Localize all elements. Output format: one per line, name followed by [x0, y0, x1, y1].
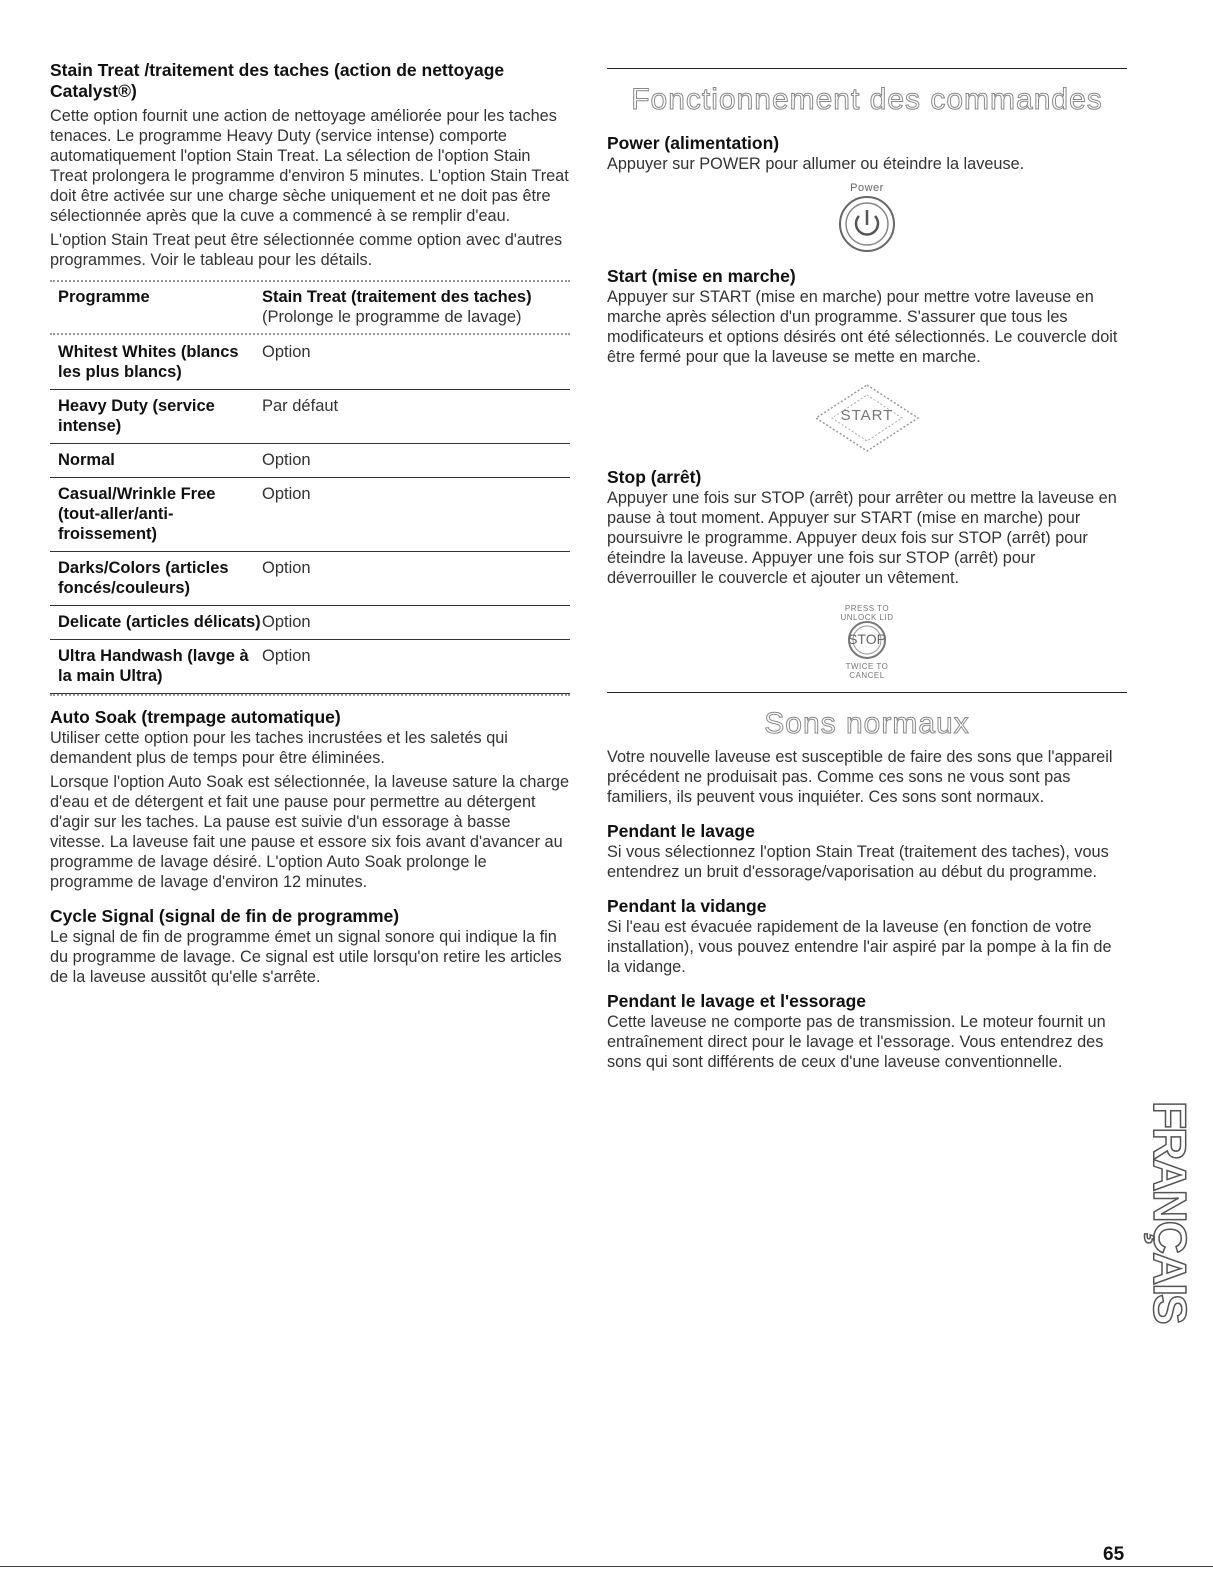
start-button-illustration	[607, 381, 1127, 455]
table-header	[50, 283, 570, 333]
page-number: 65	[1103, 1544, 1125, 1565]
table-row	[50, 336, 570, 390]
language-side-tab-label: FRANÇAIS	[1144, 1101, 1196, 1323]
cycle-signal-heading: Cycle Signal (signal de fin de programme)	[50, 906, 400, 926]
power-caption: Power	[850, 182, 884, 194]
table-header-stain-treat-title: Stain Treat (traitement des taches)	[262, 288, 532, 306]
table-cell-value: Option	[262, 343, 311, 361]
stain-treat-paragraph-1: Cette option fournit une action de nettoyage améliorée pour les taches tenaces. Le programme Heavy Duty (service intense) comporte automatiquement l'option Stain Treat. La sélection de l'option Stain Treat prolongera le programme d'environ 5 minutes. L'option Stain Treat doit être activée sur une charge sèche uniquement et ne doit pas être sélectionnée après que la cuve a commencé à se remplir d'eau.	[50, 107, 569, 225]
wash-spin-heading: Pendant le lavage et l'essorage	[607, 991, 866, 1011]
during-wash-paragraph: Si vous sélectionnez l'option Stain Treat (traitement des taches), vous entendrez un bruit d'essorage/vaporisation au début du programme.	[607, 843, 1109, 881]
start-icon-label: START	[840, 407, 894, 424]
wash-spin-paragraph: Cette laveuse ne comporte pas de transmission. Le moteur fournit un entraînement direct pour le lavage et l'essorage. Vous entendrez des sons qui sont différents de ceux d'une laveuse conventionnelle.	[607, 1013, 1106, 1071]
table-cell-value: Option	[262, 647, 311, 665]
stop-paragraph: Appuyer une fois sur STOP (arrêt) pour arrêter ou mettre la laveuse en pause à tout moment. Appuyer sur START (mise en marche) pour poursuivre le programme. Appuyer deux fois sur STOP (arrêt) pour éteindre la laveuse. Appuyer une fois sur STOP (arrêt) pour déverrouiller le couvercle et ajouter un vêtement.	[607, 489, 1117, 587]
stop-button-illustration	[607, 600, 1127, 680]
during-drain-paragraph: Si l'eau est évacuée rapidement de la laveuse (en fonction de votre installation), vous pouvez entendre l'air aspiré par la pompe à la fin de la vidange.	[607, 918, 1112, 976]
table-row	[50, 478, 570, 552]
table-row	[50, 390, 570, 444]
right-column	[607, 68, 1127, 1072]
stain-treat-heading: Stain Treat /traitement des taches (action de nettoyage Catalyst®)	[50, 60, 505, 101]
auto-soak-heading: Auto Soak (trempage automatique)	[50, 707, 341, 727]
table-cell-program: Normal	[58, 451, 115, 469]
start-heading: Start (mise en marche)	[607, 266, 796, 286]
table-cell-program: Casual/Wrinkle Free (tout-aller/anti-froissement)	[58, 485, 216, 543]
start-icon	[812, 381, 922, 455]
during-wash-heading: Pendant le lavage	[607, 821, 755, 841]
table-cell-program: Darks/Colors (articles foncés/couleurs)	[58, 559, 229, 597]
stop-icon-label: STOP	[848, 631, 886, 647]
table-cell-value: Option	[262, 485, 311, 503]
table-cell-value: Par défaut	[262, 397, 339, 415]
power-button-illustration	[607, 182, 1127, 254]
stain-treat-paragraph-2: L'option Stain Treat peut être sélectionnée comme option avec d'autres programmes. Voir le tableau pour les détails.	[50, 231, 563, 269]
sounds-banner: Sons normaux	[764, 707, 970, 740]
table-cell-program: Ultra Handwash (lavge à la main Ultra)	[58, 647, 249, 685]
table-row	[50, 640, 570, 694]
table-header-stain-treat-sub: (Prolonge le programme de lavage)	[262, 308, 522, 326]
stop-icon-top-text: PRESS TO UNLOCK LID	[840, 604, 894, 622]
table-bottom-rule	[50, 694, 570, 697]
table-header-program: Programme	[58, 288, 150, 306]
sounds-intro: Votre nouvelle laveuse est susceptible de faire des sons que l'appareil précédent ne produisait pas. Comme ces sons ne vous sont pas familiers, ils peuvent vous inquiéter. Ces sons sont normaux.	[607, 748, 1113, 806]
power-paragraph: Appuyer sur POWER pour allumer ou éteindre la laveuse.	[607, 155, 1025, 173]
language-side-tab	[1144, 1082, 1196, 1342]
table-row	[50, 444, 570, 478]
stop-icon-bottom-text: TWICE TO CANCEL	[845, 662, 889, 680]
power-heading: Power (alimentation)	[607, 133, 780, 153]
stop-heading: Stop (arrêt)	[607, 467, 702, 487]
table-cell-program: Delicate (articles délicats)	[58, 613, 261, 631]
during-drain-heading: Pendant la vidange	[607, 896, 767, 916]
table-row	[50, 606, 570, 640]
cycle-signal-paragraph: Le signal de fin de programme émet un signal sonore qui indique la fin du programme de lavage. Ce signal est utile lorsqu'on retire les articles de la laveuse aussitôt qu'elle s'arrête.	[50, 928, 562, 986]
controls-banner: Fonctionnement des commandes	[631, 83, 1103, 116]
auto-soak-paragraph-2: Lorsque l'option Auto Soak est sélectionnée, la laveuse sature la charge d'eau et de détergent et fait une pause pour permettre au détergent d'agir sur les taches. La pause est suivie d'un essorage à basse vitesse. La laveuse fait une pause et essore six fois avant d'avancer au programme de lavage désiré. L'option Auto Soak prolonge le programme de lavage d'environ 12 minutes.	[50, 773, 570, 891]
auto-soak-paragraph-1: Utiliser cette option pour les taches incrustées et les saletés qui demandent plus de temps pour être éliminées.	[50, 729, 508, 767]
table-cell-program: Heavy Duty (service intense)	[58, 397, 215, 435]
sounds-top-rule	[607, 692, 1127, 693]
stop-icon	[827, 600, 907, 680]
table-cell-value: Option	[262, 613, 311, 631]
stain-treat-table	[50, 280, 570, 697]
section-top-rule	[607, 68, 1127, 69]
table-cell-program: Whitest Whites (blancs les plus blancs)	[58, 343, 239, 381]
left-column	[50, 60, 570, 987]
start-paragraph: Appuyer sur START (mise en marche) pour mettre votre laveuse en marche après sélection d'un programme. S'assurer que tous les modificateurs et options désirés ont été sélectionnés. Le couvercle doit être fermé pour que la laveuse se mette en marche.	[607, 288, 1118, 366]
table-cell-value: Option	[262, 451, 311, 469]
table-row	[50, 552, 570, 606]
power-icon	[837, 194, 897, 254]
footer-rule	[0, 1566, 1213, 1567]
table-header-stain-treat	[262, 287, 570, 327]
table-cell-value: Option	[262, 559, 311, 577]
